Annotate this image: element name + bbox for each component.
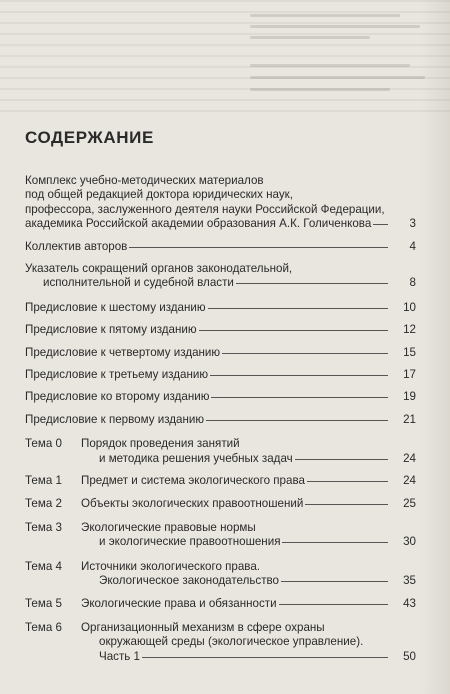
toc-entry-text: Экологическое законодательство <box>99 574 279 588</box>
toc-leader-line <box>208 308 388 309</box>
toc-leader-line <box>222 353 388 354</box>
toc-entry[interactable] <box>25 301 416 315</box>
toc-entry-text: Предмет и система экологического права <box>81 474 305 488</box>
toc-page-number: 43 <box>403 596 416 610</box>
toc-page-number: 19 <box>403 390 416 404</box>
toc-page-number: 24 <box>403 474 416 488</box>
toc-leader-line <box>307 481 388 482</box>
toc-leader-line <box>129 247 388 248</box>
toc-leader-line <box>281 581 388 582</box>
toc-entry-text: Предисловие ко второму изданию <box>25 390 210 404</box>
toc-entry-text: Коллектив авторов <box>25 239 128 253</box>
toc-entry[interactable] <box>25 413 416 427</box>
toc-entry-text: и методика решения учебных задач <box>99 451 293 465</box>
toc-entry-text: Объекты экологических правоотношений <box>81 496 304 510</box>
toc-entry[interactable] <box>25 390 416 404</box>
toc-page-number: 24 <box>403 451 416 465</box>
table-of-contents <box>25 166 416 664</box>
toc-entry[interactable] <box>25 560 416 589</box>
toc-topic-number: Тема 0 <box>25 437 62 451</box>
toc-page-number: 21 <box>403 412 416 426</box>
toc-leader-line <box>373 224 388 225</box>
page-edge-shadow <box>420 0 450 694</box>
toc-leader-line <box>236 283 388 284</box>
toc-entry-text: Экологические правовые нормы <box>81 520 256 534</box>
toc-leader-line <box>305 504 388 505</box>
toc-leader-line <box>282 542 388 543</box>
toc-topic-number: Тема 3 <box>25 520 62 534</box>
toc-page-number: 4 <box>409 239 416 253</box>
toc-topic-number: Тема 4 <box>25 559 62 573</box>
toc-entry[interactable] <box>25 240 416 254</box>
toc-page-number: 12 <box>403 323 416 337</box>
toc-entry-text: под общей редакцией доктора юридических наук, <box>25 188 293 202</box>
toc-entry-text: Предисловие к третьему изданию <box>25 368 209 382</box>
toc-page-number: 50 <box>403 649 416 663</box>
bleed-through-text <box>0 0 450 118</box>
toc-entry[interactable] <box>25 323 416 337</box>
toc-entry[interactable] <box>25 262 416 291</box>
toc-entry[interactable] <box>25 368 416 382</box>
toc-page-number: 17 <box>403 368 416 382</box>
toc-entry-text: Часть 1 <box>99 649 140 663</box>
toc-leader-line <box>142 657 388 658</box>
toc-topic-number: Тема 2 <box>25 496 62 510</box>
toc-entry-text: Экологические права и обязанности <box>81 596 277 610</box>
page-title: СОДЕРЖАНИЕ <box>25 128 154 147</box>
toc-entry-text: академика Российской академии образования А.К. Голиченкова <box>25 217 372 231</box>
toc-topic-number: Тема 5 <box>25 596 62 610</box>
toc-entry[interactable] <box>25 474 416 488</box>
toc-entry-text: Источники экологического права. <box>81 559 261 573</box>
toc-entry-text: Комплекс учебно-методических материалов <box>25 174 264 187</box>
toc-page-number: 25 <box>403 496 416 510</box>
toc-topic-number: Тема 6 <box>25 620 62 634</box>
toc-page-number: 30 <box>403 535 416 549</box>
toc-leader-line <box>206 420 388 421</box>
toc-page-number: 3 <box>409 217 416 231</box>
toc-entry-text: и экологические правоотношения <box>99 535 281 549</box>
toc-entry-text: Указатель сокращений органов законодательной, <box>25 262 293 276</box>
toc-leader-line <box>279 604 388 605</box>
toc-entry[interactable] <box>25 521 416 550</box>
toc-page-number: 8 <box>409 276 416 290</box>
toc-entry-text: Порядок проведения занятий <box>81 437 240 451</box>
toc-page-number: 15 <box>403 345 416 359</box>
toc-entry-text: Предисловие к первому изданию <box>25 412 205 426</box>
toc-entry[interactable] <box>25 174 416 232</box>
toc-topic-number: Тема 1 <box>25 474 62 488</box>
toc-entry[interactable] <box>25 437 416 466</box>
toc-entry[interactable] <box>25 346 416 360</box>
toc-leader-line <box>210 375 388 376</box>
toc-entry-text: Предисловие к пятому изданию <box>25 323 197 337</box>
toc-entry-text: Организационный механизм в сфере охраны <box>81 620 325 634</box>
toc-entry-text: профессора, заслуженного деятеля науки Российской Федерации, <box>25 202 385 216</box>
toc-entry-text: Предисловие к четвертому изданию <box>25 345 221 359</box>
toc-page-number: 35 <box>403 574 416 588</box>
toc-leader-line <box>295 459 388 460</box>
toc-page-number: 10 <box>403 300 416 314</box>
toc-entry[interactable] <box>25 497 416 511</box>
toc-entry[interactable] <box>25 621 416 664</box>
toc-leader-line <box>199 330 388 331</box>
toc-entry-text: Предисловие к шестому изданию <box>25 300 206 314</box>
toc-leader-line <box>211 397 388 398</box>
toc-entry-text: окружающей среды (экологическое управление). <box>99 635 364 649</box>
toc-entry-text: исполнительной и судебной власти <box>43 276 234 290</box>
toc-entry[interactable] <box>25 597 416 611</box>
